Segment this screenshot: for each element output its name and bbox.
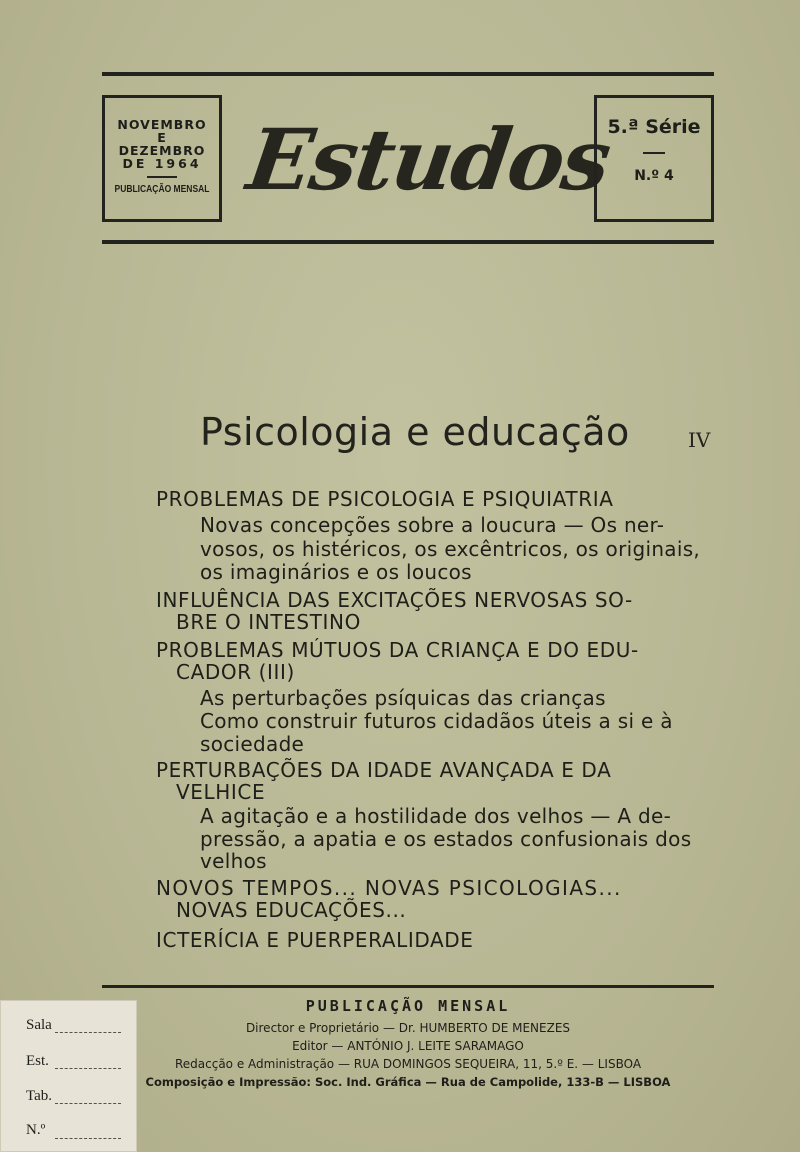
- journal-logo: Estudos: [241, 110, 615, 209]
- footer-rule: [102, 985, 714, 988]
- footer-address: Redacção e Administração — RUA DOMINGOS SEQUEIRA, 11, 5.º E. — LISBOA: [174, 1057, 642, 1071]
- footer-director: Director e Proprietário — Dr. HUMBERTO DE MENEZES: [245, 1021, 571, 1035]
- toc-sub-7: A agitação e a hostilidade dos velhos — A de-: [200, 804, 672, 828]
- publication-label: PUBLICAÇÃO MENSAL: [114, 184, 210, 195]
- toc-sub-3: os imaginários e os loucos: [200, 560, 472, 584]
- stamp-sala-line: [55, 1031, 121, 1033]
- footer-title: PUBLICAÇÃO MENSAL: [305, 997, 511, 1015]
- stamp-est: Est.: [26, 1053, 49, 1069]
- stamp-est-line: [55, 1067, 121, 1069]
- series-label: 5.ª Série: [607, 116, 701, 138]
- footer-editor: Editor — ANTÓNIO J. LEITE SARAMAGO: [292, 1039, 524, 1053]
- toc-heading-4: PERTURBAÇÕES DA IDADE AVANÇADA E DA: [156, 758, 612, 782]
- year-line: DE 1964: [122, 156, 202, 171]
- stamp-sala: Sala: [26, 1017, 52, 1033]
- toc-sub-5: Como construir futuros cidadãos úteis a si e à: [200, 709, 673, 733]
- library-stamp: [0, 1000, 137, 1152]
- toc-heading-3-cont: CADOR (III): [176, 660, 295, 684]
- stamp-num: N.º: [26, 1122, 46, 1138]
- toc-sub-4: As perturbações psíquicas das crianças: [200, 686, 606, 710]
- toc-heading-4-cont: VELHICE: [176, 780, 266, 804]
- month-line-2: E: [157, 130, 167, 145]
- stamp-num-line: [55, 1137, 121, 1139]
- toc-heading-5-cont: NOVAS EDUCAÇÕES...: [176, 898, 407, 922]
- date-box-divider: [147, 176, 177, 178]
- date-box: [102, 95, 222, 222]
- header-bottom-rule: [102, 240, 714, 244]
- stamp-tab: Tab.: [26, 1088, 53, 1104]
- month-line-1: NOVEMBRO: [117, 117, 207, 132]
- top-rule: [102, 72, 714, 76]
- toc-sub-8: pressão, a apatia e os estados confusionais dos: [200, 827, 692, 851]
- volume-numeral: IV: [688, 428, 711, 452]
- toc-heading-3: PROBLEMAS MÚTUOS DA CRIANÇA E DO EDU-: [156, 638, 639, 662]
- toc-sub-2: vosos, os histéricos, os excêntricos, os originais,: [200, 537, 701, 561]
- toc-sub-1: Novas concepções sobre a loucura — Os ner-: [200, 513, 665, 537]
- issue-title: Psicologia e educação: [200, 410, 630, 454]
- toc-heading-2: INFLUÊNCIA DAS EXCITAÇÕES NERVOSAS SO-: [156, 588, 633, 612]
- toc-sub-9: velhos: [200, 849, 267, 873]
- stamp-tab-line: [55, 1102, 121, 1104]
- series-box-divider: [643, 152, 665, 154]
- issue-number: N.º 4: [634, 168, 674, 184]
- toc-heading-2-cont: BRE O INTESTINO: [176, 610, 361, 634]
- month-line-3: DEZEMBRO: [118, 143, 206, 158]
- toc-heading-6: ICTERÍCIA E PUERPERALIDADE: [156, 928, 474, 952]
- toc-heading-1: PROBLEMAS DE PSICOLOGIA E PSIQUIATRIA: [156, 487, 614, 511]
- toc-heading-5: NOVOS TEMPOS... NOVAS PSICOLOGIAS...: [156, 876, 622, 900]
- toc-sub-6: sociedade: [200, 732, 305, 756]
- series-box: [594, 95, 714, 222]
- footer-printing: Composição e Impressão: Soc. Ind. Gráfica — Rua de Campolide, 133-B — LISBOA: [145, 1075, 671, 1089]
